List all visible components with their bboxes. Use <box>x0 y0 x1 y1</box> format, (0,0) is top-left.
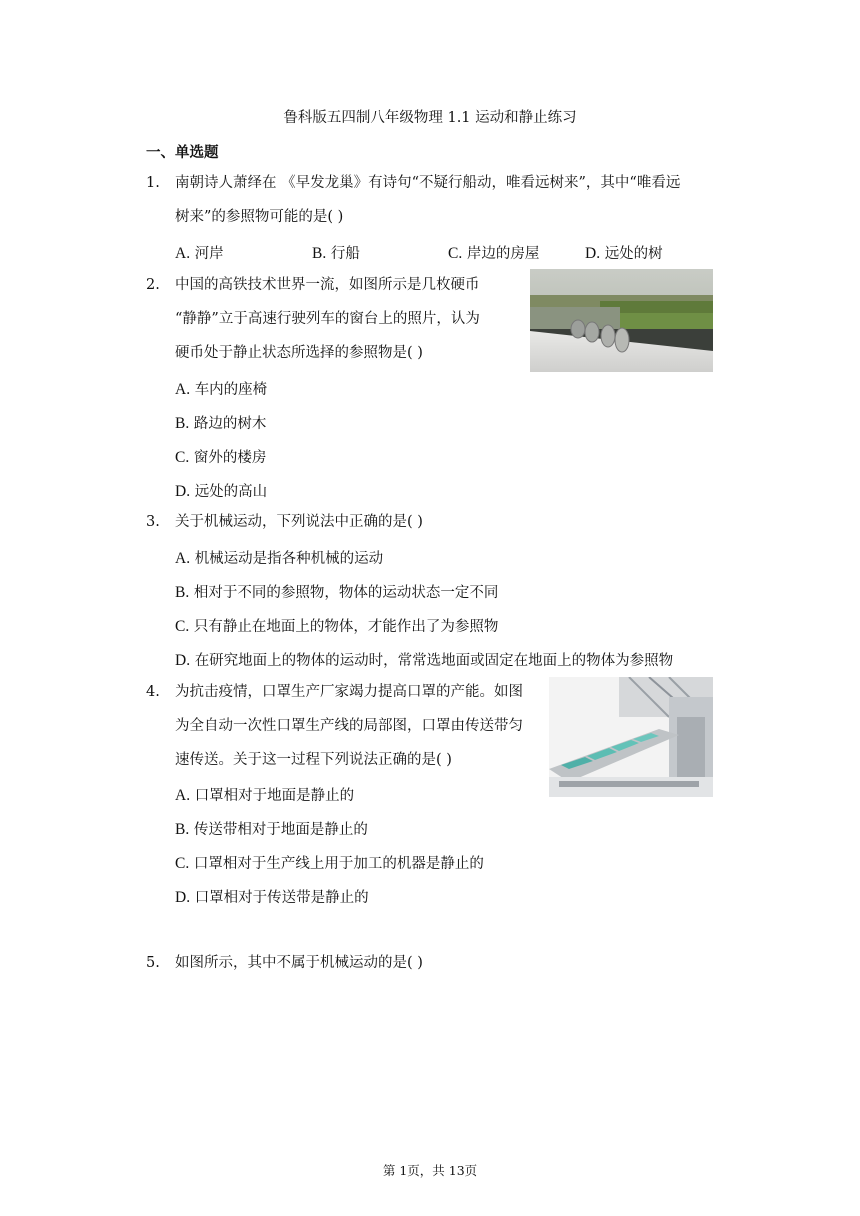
option <box>175 818 368 839</box>
option <box>175 886 369 907</box>
question-line: 关于机械运动，下列说法中正确的是( ) <box>175 514 423 530</box>
option <box>175 378 267 399</box>
option-letter: B. <box>175 584 190 601</box>
train-coins-photo <box>530 269 713 372</box>
option-letter: C. <box>175 855 190 872</box>
option <box>175 615 498 636</box>
option-letter: A. <box>175 245 191 262</box>
question-text <box>175 675 523 777</box>
option <box>175 852 484 873</box>
option <box>175 649 673 670</box>
option-text: 只有静止在地面上的物体，才能作出了为参照物 <box>193 619 499 635</box>
question-line: 速传送。关于这一过程下列说法正确的是( ) <box>175 752 452 768</box>
question-line: 为全自动一次性口罩生产线的局部图，口罩由传送带匀 <box>175 718 523 734</box>
option-letter: A. <box>175 550 191 567</box>
option-letter: D. <box>175 483 191 500</box>
question-number: 3. <box>146 514 160 530</box>
option-text: 车内的座椅 <box>194 382 268 398</box>
option <box>175 581 498 602</box>
question-line: 中国的高铁技术世界一流，如图所示是几枚硬币 <box>175 277 480 293</box>
option-text: 机械运动是指各种机械的运动 <box>194 551 384 567</box>
section-heading: 一、单选题 <box>146 145 219 161</box>
question-number: 5. <box>146 955 160 971</box>
option-letter: C. <box>175 449 190 466</box>
question-line: 如图所示，其中不属于机械运动的是( ) <box>175 955 423 971</box>
option-letter: A. <box>175 381 191 398</box>
question-text <box>175 505 423 539</box>
option-text: 传送带相对于地面是静止的 <box>193 822 368 838</box>
question-number: 1. <box>146 175 160 191</box>
question-number: 4. <box>146 684 160 700</box>
option <box>175 480 267 501</box>
option-letter: D. <box>175 652 191 669</box>
option-text: 行船 <box>330 246 360 262</box>
option-text: 在研究地面上的物体的运动时，常常选地面或固定在地面上的物体为参照物 <box>194 653 674 669</box>
option-letter: A. <box>175 787 191 804</box>
option <box>175 784 354 805</box>
option-text: 口罩相对于传送带是静止的 <box>194 890 369 906</box>
option-letter: D. <box>585 245 601 262</box>
option-letter: B. <box>175 415 190 432</box>
document-title: 鲁科版五四制八年级物理 1.1 运动和静止练习 <box>283 110 577 126</box>
option-letter: B. <box>312 245 327 262</box>
question-line: 南朝诗人萧绎在 《早发龙巢》有诗句“不疑行船动，唯看远树来”，其中“唯看远 <box>175 175 681 191</box>
option-text: 相对于不同的参照物，物体的运动状态一定不同 <box>193 585 499 601</box>
question-text <box>175 268 480 370</box>
option-text: 路边的树木 <box>193 416 267 432</box>
option-text: 口罩相对于生产线上用于加工的机器是静止的 <box>193 856 484 872</box>
option-text: 远处的高山 <box>194 484 268 500</box>
option-text: 远处的树 <box>604 246 663 262</box>
option-text: 河岸 <box>194 246 224 262</box>
option <box>175 446 266 467</box>
option-letter: C. <box>448 245 463 262</box>
option <box>175 242 224 263</box>
option-letter: D. <box>175 889 191 906</box>
page-footer: 第 1页，共 13页 <box>382 1163 478 1178</box>
question-line: “静静”立于高速行驶列车的窗台上的照片，认为 <box>175 311 480 327</box>
question-line: 树来”的参照物可能的是( ) <box>175 209 344 225</box>
option-text: 岸边的房屋 <box>466 246 540 262</box>
mask-production-line-photo <box>549 677 713 797</box>
option <box>175 547 383 568</box>
option <box>175 412 266 433</box>
question-line: 硬币处于静止状态所选择的参照物是( ) <box>175 345 423 361</box>
question-line: 为抗击疫情，口罩生产厂家竭力提高口罩的产能。如图 <box>175 684 523 700</box>
question-number: 2. <box>146 277 160 293</box>
option-text: 窗外的楼房 <box>193 450 267 466</box>
question-text <box>175 166 680 234</box>
option-letter: B. <box>175 821 190 838</box>
option <box>585 242 663 263</box>
option <box>312 242 360 263</box>
question-text <box>175 946 423 980</box>
option <box>448 242 539 263</box>
option-text: 口罩相对于地面是静止的 <box>194 788 355 804</box>
option-letter: C. <box>175 618 190 635</box>
